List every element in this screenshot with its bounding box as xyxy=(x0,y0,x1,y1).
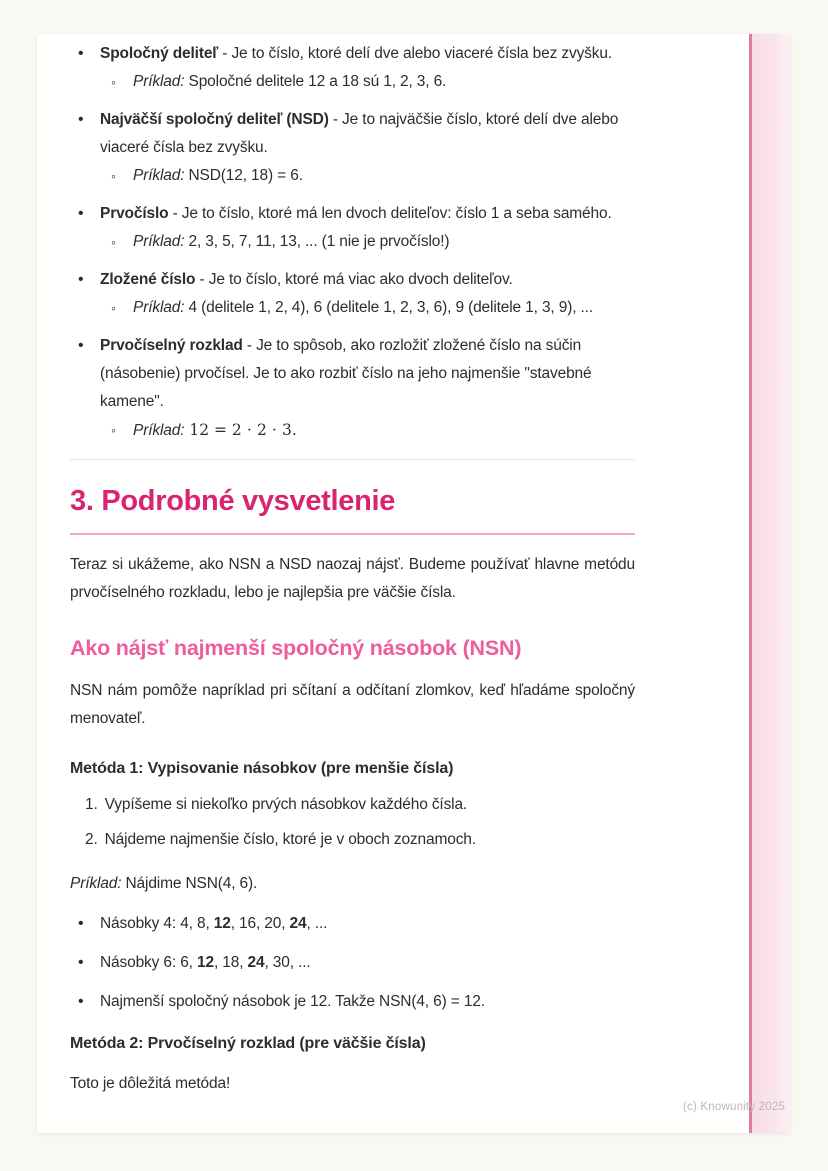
highlighted-number: 24 xyxy=(289,915,307,932)
math-expression: 12 = 2 ⋅ 2 ⋅ 3. xyxy=(189,421,297,439)
definition-text xyxy=(100,200,635,228)
text-segment: Najmenší spoločný násobok je 12. Takže NSN(4, 6) = 12. xyxy=(100,993,485,1010)
definition-item xyxy=(70,200,635,256)
text-segment: , 16, 20, xyxy=(230,915,290,932)
bullet-line xyxy=(70,988,635,1016)
example-value: Spoločné delitele 12 a 18 sú 1, 2, 3, 6. xyxy=(184,73,447,90)
definition-line xyxy=(70,200,635,228)
bullet-text xyxy=(100,910,635,938)
definition-text xyxy=(100,266,635,294)
step-item xyxy=(70,791,635,819)
definition-description: - Je to najväčšie číslo, ktoré delí dve alebo viaceré čísla bez zvyšku. xyxy=(100,111,619,156)
document-page xyxy=(37,34,790,1133)
example-value: NSD(12, 18) = 6. xyxy=(184,167,303,184)
text-segment: Násobky 4: 4, 8, xyxy=(100,915,214,932)
definitions-list xyxy=(70,40,635,445)
definition-line xyxy=(70,266,635,294)
method1-example-line xyxy=(70,870,635,898)
definition-text xyxy=(100,40,635,68)
multiples-list xyxy=(70,910,635,1016)
method2-heading: Metóda 2: Prvočíselný rozklad (pre väčšie čísla) xyxy=(70,1035,426,1052)
step-text: Vypíšeme si niekoľko prvých násobkov každého čísla. xyxy=(104,796,468,813)
definition-description: - Je to spôsob, ako rozložiť zložené číslo na súčin (násobenie) prvočísel. Je to ako rozbiť číslo na jeho najmenšie "stavebné kamene". xyxy=(100,337,592,410)
definition-item xyxy=(70,106,635,190)
definition-text xyxy=(100,106,635,162)
multiples-item xyxy=(70,949,635,977)
content-inner xyxy=(70,40,635,1098)
definition-line xyxy=(70,332,635,416)
nsn-intro-paragraph: NSN nám pomôže napríklad pri sčítaní a odčítaní zlomkov, keď hľadáme spoločný menovateľ. xyxy=(70,682,635,727)
definition-term: Prvočíslo xyxy=(100,205,169,222)
definition-description: - Je to číslo, ktoré má viac ako dvoch deliteľov. xyxy=(195,271,513,288)
step-item xyxy=(70,826,635,854)
definition-item xyxy=(70,266,635,322)
section-heading: 3. Podrobné vysvetlenie xyxy=(70,484,635,535)
definition-example-text xyxy=(133,228,635,256)
bullet-text xyxy=(100,988,635,1016)
method1-heading: Metóda 1: Vypisovanie násobkov (pre menšie čísla) xyxy=(70,760,454,777)
definition-example-text xyxy=(133,68,635,96)
nsn-subsection-heading: Ako nájsť najmenší spoločný násobok (NSN) xyxy=(70,636,522,660)
step-number: 2. xyxy=(85,831,98,848)
definition-term: Prvočíselný rozklad xyxy=(100,337,243,354)
definition-example-line xyxy=(108,68,635,96)
example-value: 4 (delitele 1, 2, 4), 6 (delitele 1, 2, 3, 6), 9 (delitele 1, 3, 9), ... xyxy=(184,299,593,316)
example-label: Príklad: xyxy=(133,299,185,316)
highlighted-number: 12 xyxy=(196,954,214,971)
definition-example-text xyxy=(133,162,635,190)
definition-item xyxy=(70,332,635,445)
example-label: Príklad: xyxy=(133,233,185,250)
decorative-side-stripe xyxy=(749,34,790,1133)
example-label: Príklad: xyxy=(133,422,185,439)
example-label: Príklad: xyxy=(133,167,185,184)
definition-description: - Je to číslo, ktoré má len dvoch deliteľov: číslo 1 a seba samého. xyxy=(168,205,612,222)
example-label: Príklad: xyxy=(133,73,185,90)
step-number: 1. xyxy=(85,796,98,813)
multiples-item xyxy=(70,988,635,1016)
text-segment: Násobky 6: 6, xyxy=(100,954,197,971)
definition-line xyxy=(70,106,635,162)
closing-note: Toto je dôležitá metóda! xyxy=(70,1075,231,1092)
bullet-line xyxy=(70,949,635,977)
method1-steps xyxy=(70,791,635,854)
section-intro-paragraph: Teraz si ukážeme, ako NSN a NSD naozaj nájsť. Budeme používať hlavne metódu prvočíselného rozkladu, lebo je najlepšia pre väčšie čísla. xyxy=(70,556,635,601)
definition-term: Spoločný deliteľ xyxy=(100,45,219,62)
text-segment: , ... xyxy=(306,915,328,932)
copyright-watermark: (c) Knowunity 2025 xyxy=(683,1101,786,1113)
bullet-line xyxy=(70,910,635,938)
definition-line xyxy=(70,40,635,68)
step-text: Nájdeme najmenšie číslo, ktoré je v oboch zoznamoch. xyxy=(104,831,476,848)
definition-text xyxy=(100,332,635,416)
section-divider xyxy=(70,459,635,460)
example-label: Príklad: xyxy=(70,875,122,892)
example-value: Nájdime NSN(4, 6). xyxy=(121,875,258,892)
definition-description: - Je to číslo, ktoré delí dve alebo viaceré čísla bez zvyšku. xyxy=(218,45,613,62)
definition-term: Najväčší spoločný deliteľ (NSD) xyxy=(100,111,329,128)
multiples-item xyxy=(70,910,635,938)
definition-item xyxy=(70,40,635,96)
bullet-text xyxy=(100,949,635,977)
example-value: 2, 3, 5, 7, 11, 13, ... (1 nie je prvočíslo!) xyxy=(184,233,450,250)
text-segment: , 18, xyxy=(213,954,248,971)
text-segment: , 30, ... xyxy=(264,954,311,971)
definition-example-line xyxy=(108,416,635,445)
definition-example-line xyxy=(108,162,635,190)
definition-example-text xyxy=(133,294,635,322)
definition-example-text xyxy=(133,416,635,445)
definition-term: Zložené číslo xyxy=(100,271,196,288)
highlighted-number: 24 xyxy=(247,954,265,971)
content-column xyxy=(37,34,635,1098)
definition-example-line xyxy=(108,294,635,322)
highlighted-number: 12 xyxy=(213,915,231,932)
definition-example-line xyxy=(108,228,635,256)
